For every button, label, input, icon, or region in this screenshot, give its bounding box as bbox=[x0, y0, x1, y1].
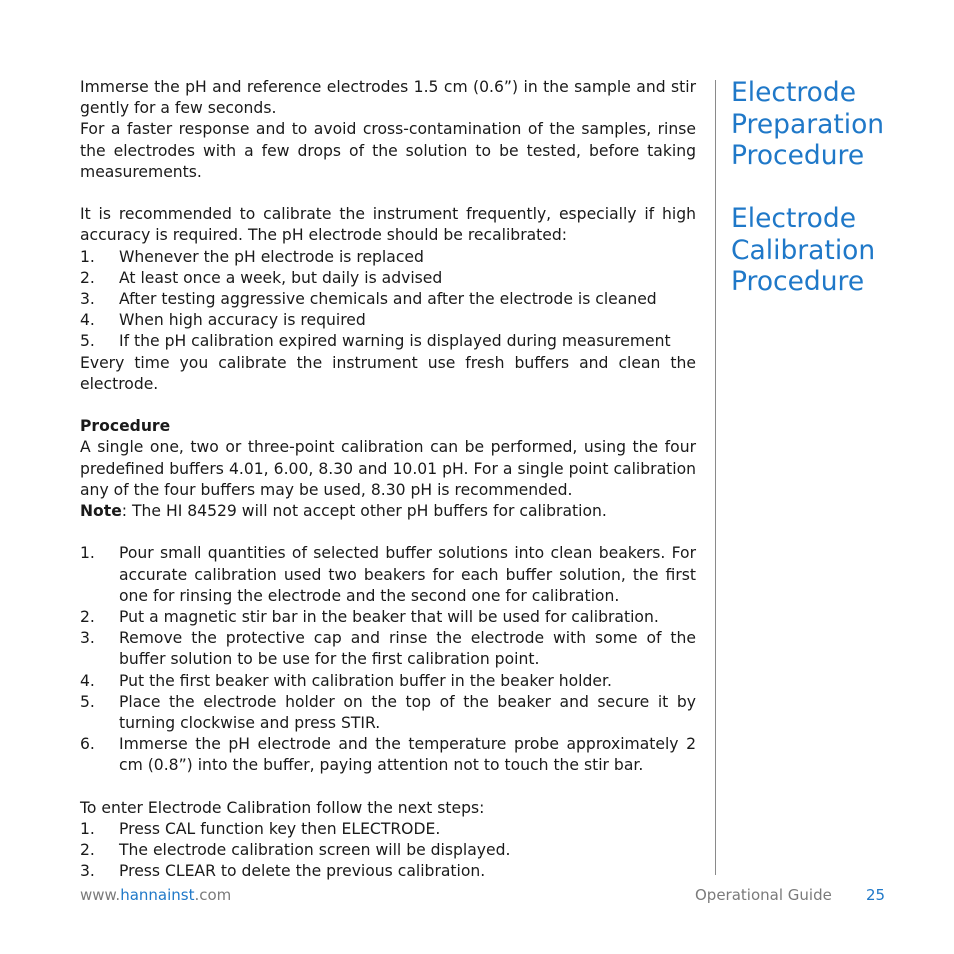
vertical-divider bbox=[715, 80, 716, 875]
paragraph-calibration-points: A single one, two or three-point calibration can be performed, using the four predefined buffers 4.01, 6.00, 8.30 and 10.01 pH. For a single point calibration any of the four buffers may be used, 8.30 pH is recommended. bbox=[80, 438, 696, 499]
list-item: 6. Immerse the pH electrode and the temperature probe approximately 2 cm (0.8”) into the buffer, paying attention not to touch the stir bar. bbox=[80, 735, 696, 775]
sidebar bbox=[731, 77, 941, 298]
paragraph-enter-calibration: To enter Electrode Calibration follow the next steps: bbox=[80, 798, 485, 817]
list-item: 4. Put the first beaker with calibration buffer in the beaker holder. bbox=[80, 671, 612, 690]
list-item: 3. After testing aggressive chemicals and after the electrode is cleaned bbox=[80, 290, 657, 309]
list-item: 5. If the pH calibration expired warning is displayed during measurement bbox=[80, 332, 671, 351]
list-item: 4. When high accuracy is required bbox=[80, 311, 366, 330]
paragraph-immerse: Immerse the pH and reference electrodes 1.5 cm (0.6”) in the sample and stir gently for a few seconds. bbox=[80, 78, 696, 118]
recalibration-list bbox=[80, 247, 696, 353]
heading-electrode-preparation: Electrode Preparation Procedure bbox=[731, 77, 885, 171]
list-item: 3. Press CLEAR to delete the previous calibration. bbox=[80, 862, 486, 881]
page-number: 25 bbox=[866, 886, 886, 904]
list-item: 2. Put a magnetic stir bar in the beaker that will be used for calibration. bbox=[80, 608, 659, 627]
paragraph-fresh-buffers: Every time you calibrate the instrument use fresh buffers and clean the electrode. bbox=[80, 353, 696, 393]
heading-electrode-calibration: Electrode Calibration Procedure bbox=[731, 203, 876, 297]
note-text: : The HI 84529 will not accept other pH buffers for calibration. bbox=[121, 502, 607, 521]
list-item: 1. Whenever the pH electrode is replaced bbox=[80, 247, 424, 266]
footer-guide-title: Operational Guide bbox=[695, 886, 832, 904]
main-content bbox=[80, 77, 696, 883]
list-item: 1. Pour small quantities of selected buffer solutions into clean beakers. For accurate calibration used two beakers for each buffer solution, the first one for rinsing the electrode and the second one for calibration. bbox=[80, 544, 696, 605]
list-item: 5. Place the electrode holder on the top of the beaker and secure it by turning clockwise and press STIR. bbox=[80, 692, 696, 733]
list-item: 1. Press CAL function key then ELECTRODE. bbox=[80, 820, 441, 839]
footer-url[interactable]: www.hannainst.com bbox=[80, 886, 232, 904]
paragraph-recommend: It is recommended to calibrate the instrument frequently, especially if high accuracy is required. The pH electrode should be recalibrated: bbox=[80, 205, 696, 245]
list-item: 3. Remove the protective cap and rinse the electrode with some of the buffer solution to be use for the first calibration point. bbox=[80, 629, 696, 669]
list-item: 2. At least once a week, but daily is advised bbox=[80, 268, 443, 287]
paragraph-rinse: For a faster response and to avoid cross-contamination of the samples, rinse the electrodes with a few drops of the solution to be tested, before taking measurements. bbox=[80, 120, 696, 181]
list-item: 2. The electrode calibration screen will be displayed. bbox=[80, 841, 511, 860]
note-paragraph bbox=[80, 501, 696, 522]
procedure-heading: Procedure bbox=[80, 417, 171, 436]
procedure-list bbox=[80, 543, 696, 776]
steps-list bbox=[80, 819, 696, 883]
note-label: Note bbox=[80, 502, 122, 521]
